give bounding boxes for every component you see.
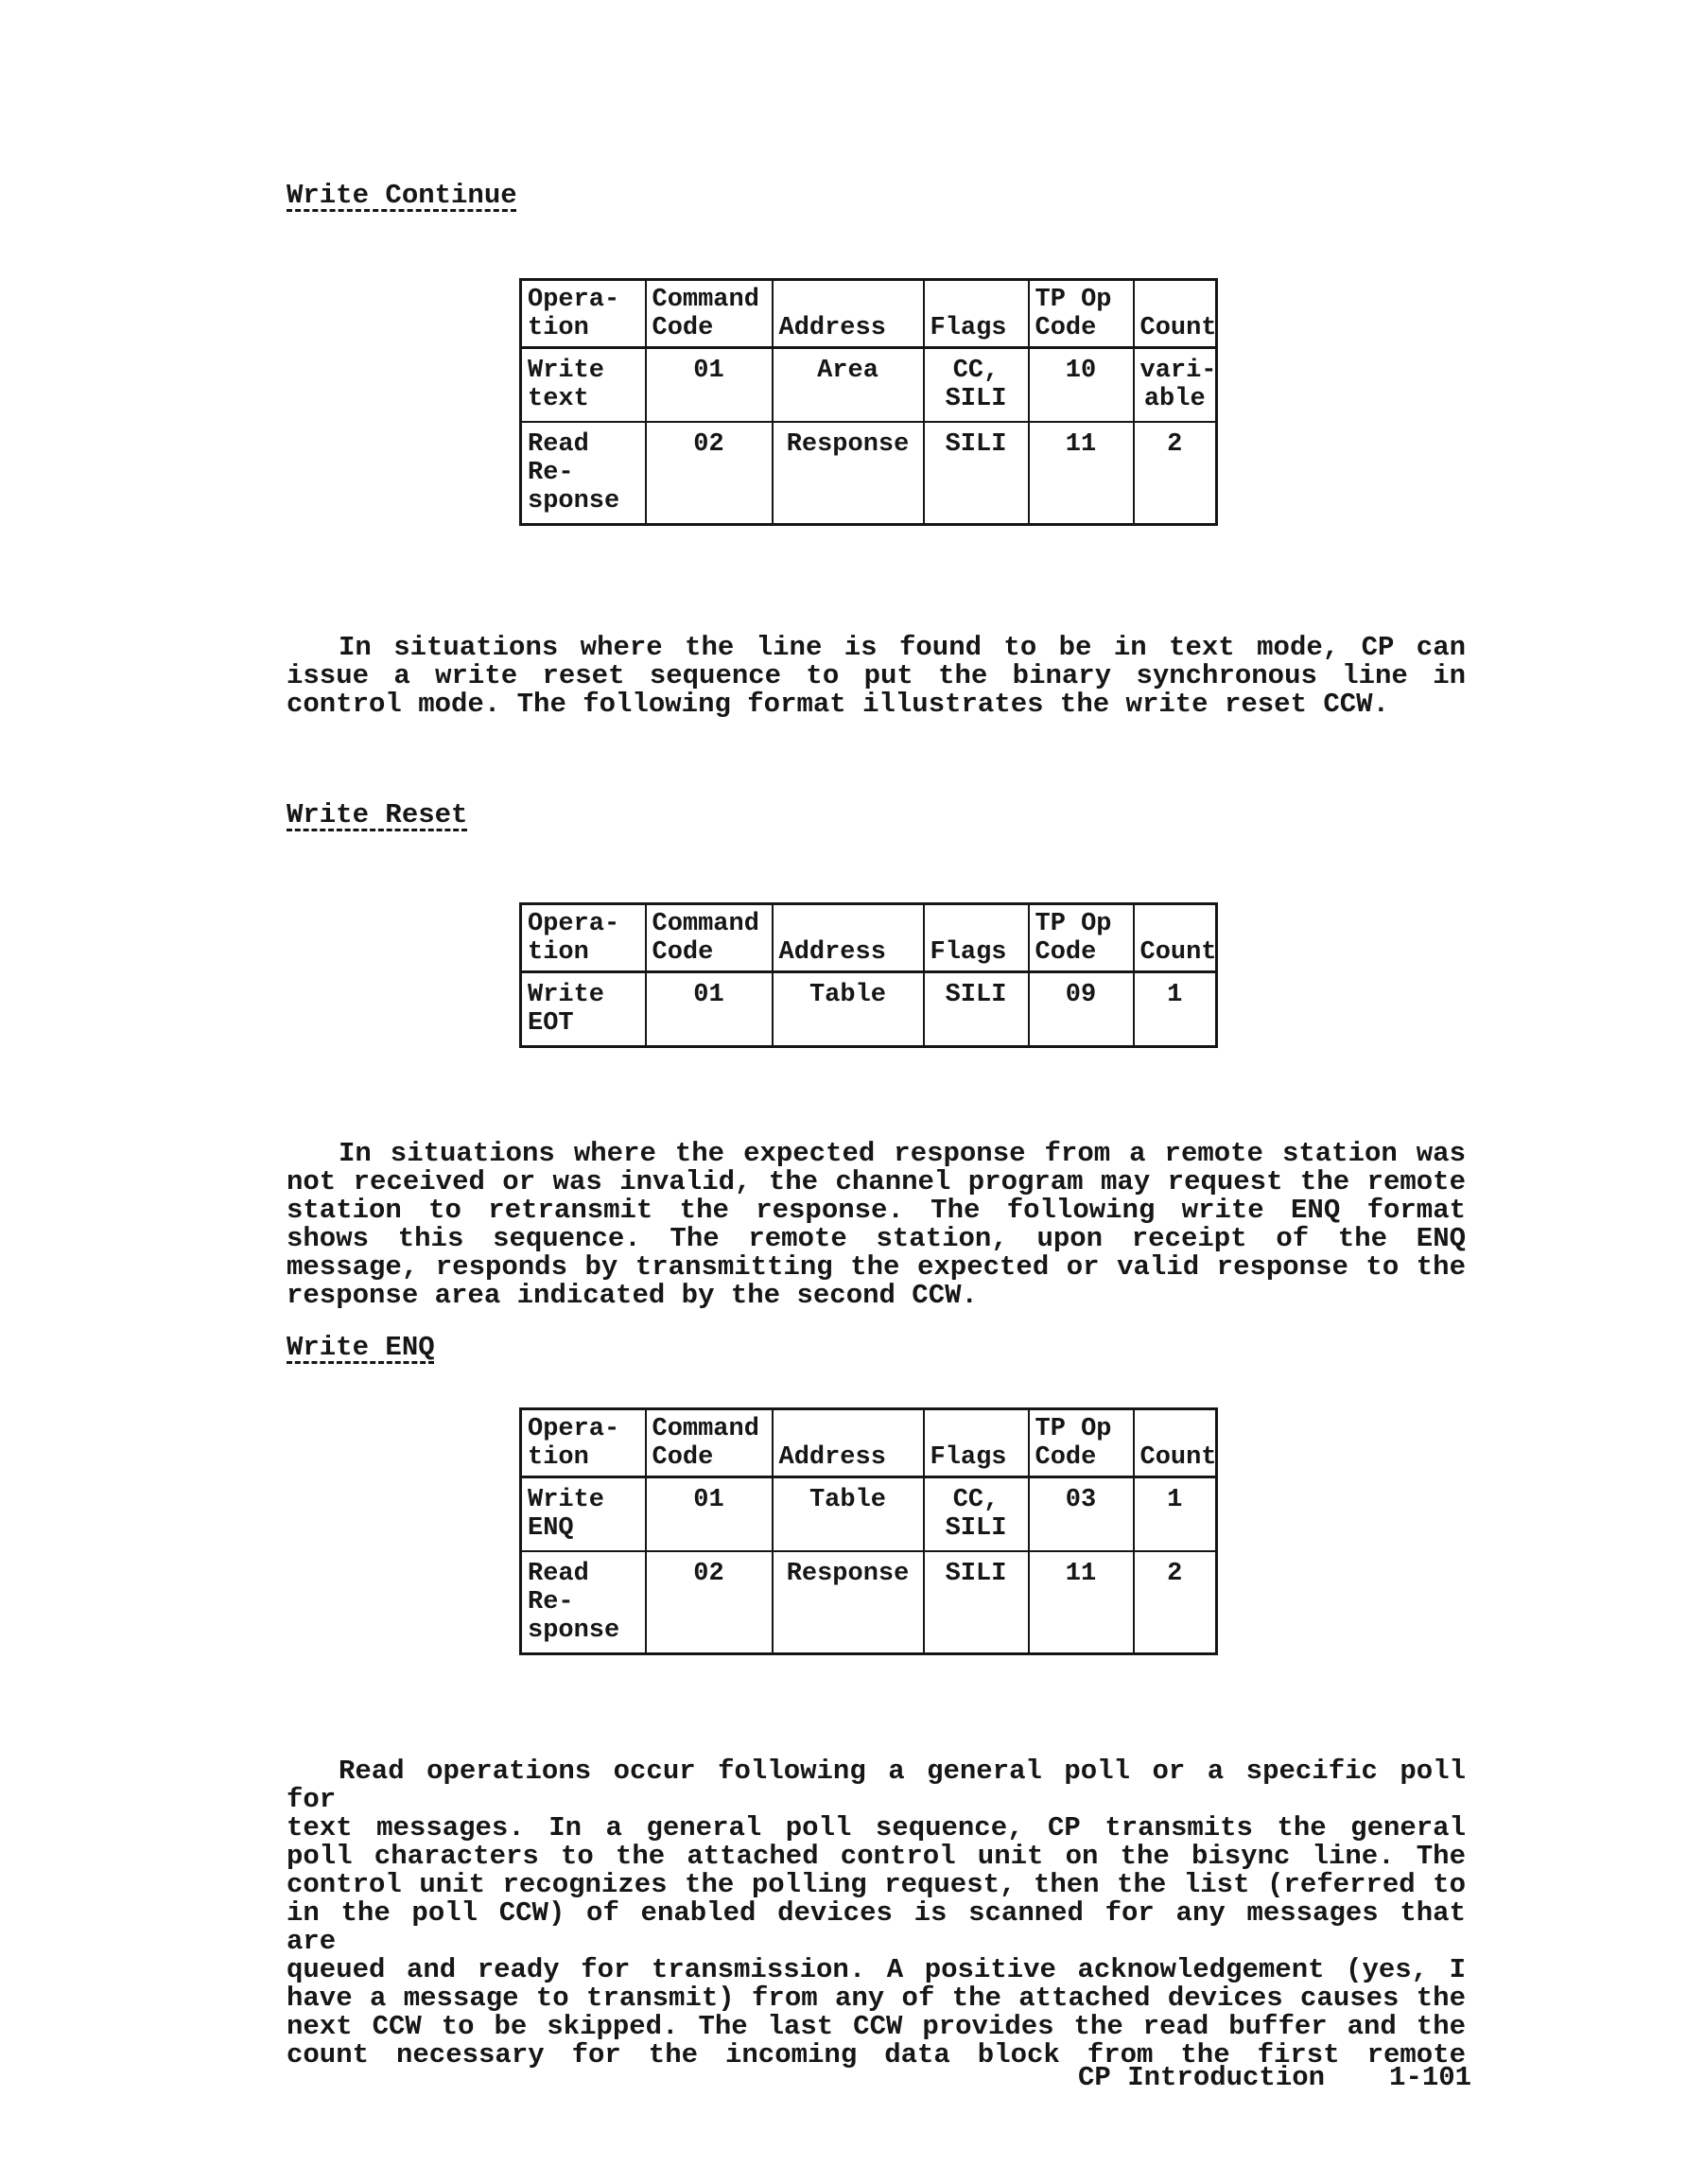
header-operation: Opera- tion xyxy=(521,280,646,348)
header-command-code: Command Code xyxy=(646,280,773,348)
table-row xyxy=(521,348,1217,423)
paragraph-line: In situations where the line is found to be in text mode, CP can xyxy=(339,632,1466,663)
cell-flags: CC, SILI xyxy=(924,348,1029,423)
header-command-code: Command Code xyxy=(646,904,773,972)
table-row xyxy=(521,1551,1217,1654)
header-address: Address xyxy=(773,904,924,972)
cell-command-code: 02 xyxy=(646,1551,773,1654)
cell-flags: SILI xyxy=(924,422,1029,525)
paragraph-write-enq-intro xyxy=(287,1140,1466,1310)
cell-operation: Write EOT xyxy=(521,972,646,1047)
paragraph-read-operations xyxy=(287,1757,1466,2070)
header-tp-op-code: TP Op Code xyxy=(1029,904,1134,972)
header-operation: Opera- tion xyxy=(521,904,646,972)
cell-tp-op-code: 11 xyxy=(1029,1551,1134,1654)
header-count: Count xyxy=(1134,904,1217,972)
cell-command-code: 01 xyxy=(646,1477,773,1552)
paragraph-line: control unit recognizes the polling request, then the list (referred to xyxy=(287,1869,1466,1900)
paragraph-line: In situations where the expected response from a remote station was xyxy=(339,1138,1466,1169)
header-flags: Flags xyxy=(924,904,1029,972)
paragraph-line: poll characters to the attached control unit on the bisync line. The xyxy=(287,1841,1466,1872)
cell-tp-op-code: 10 xyxy=(1029,348,1134,423)
table-row xyxy=(521,1477,1217,1552)
section-heading-write-continue: Write Continue xyxy=(287,180,517,211)
cell-address: Table xyxy=(773,1477,924,1552)
paragraph-line: station to retransmit the response. The following write ENQ format xyxy=(287,1195,1466,1226)
paragraph-line: in the poll CCW) of enabled devices is scanned for any messages that are xyxy=(287,1897,1466,1957)
cell-count: 2 xyxy=(1134,1551,1217,1654)
header-address: Address xyxy=(773,1409,924,1477)
header-address: Address xyxy=(773,280,924,348)
cell-count: 2 xyxy=(1134,422,1217,525)
header-tp-op-code: TP Op Code xyxy=(1029,1409,1134,1477)
paragraph-line: next CCW to be skipped. The last CCW provides the read buffer and the xyxy=(287,2011,1466,2042)
paragraph-line: queued and ready for transmission. A positive acknowledgement (yes, I xyxy=(287,1954,1466,1985)
header-count: Count xyxy=(1134,280,1217,348)
paragraph-line: not received or was invalid, the channel program may request the remote xyxy=(287,1166,1466,1197)
cell-tp-op-code: 09 xyxy=(1029,972,1134,1047)
cell-tp-op-code: 03 xyxy=(1029,1477,1134,1552)
cell-operation: Read Re- sponse xyxy=(521,422,646,525)
page-number: 1-101 xyxy=(1389,2062,1472,2093)
cell-address: Response xyxy=(773,422,924,525)
cell-command-code: 02 xyxy=(646,422,773,525)
paragraph-line: control mode. The following format illustrates the write reset CCW. xyxy=(287,689,1389,720)
ccw-table-write-continue xyxy=(519,278,1218,526)
cell-flags: SILI xyxy=(924,972,1029,1047)
cell-operation: Read Re- sponse xyxy=(521,1551,646,1654)
cell-flags: CC, SILI xyxy=(924,1477,1029,1552)
cell-command-code: 01 xyxy=(646,348,773,423)
cell-count: 1 xyxy=(1134,1477,1217,1552)
header-tp-op-code: TP Op Code xyxy=(1029,280,1134,348)
table-row xyxy=(521,972,1217,1047)
table-row xyxy=(521,422,1217,525)
paragraph-line: count necessary for the incoming data block from the first remote xyxy=(287,2039,1466,2070)
header-operation: Opera- tion xyxy=(521,1409,646,1477)
footer-title: CP Introduction xyxy=(1078,2062,1326,2093)
paragraph-line: have a message to transmit) from any of the attached devices causes the xyxy=(287,1983,1466,2014)
page-footer xyxy=(1078,2062,1471,2093)
cell-operation: Write ENQ xyxy=(521,1477,646,1552)
section-heading-write-enq: Write ENQ xyxy=(287,1332,435,1363)
ccw-table-write-reset xyxy=(519,902,1218,1048)
cell-count: 1 xyxy=(1134,972,1217,1047)
header-flags: Flags xyxy=(924,280,1029,348)
cell-flags: SILI xyxy=(924,1551,1029,1654)
header-flags: Flags xyxy=(924,1409,1029,1477)
cell-tp-op-code: 11 xyxy=(1029,422,1134,525)
paragraph-line: text messages. In a general poll sequence, CP transmits the general xyxy=(287,1812,1466,1843)
cell-address: Table xyxy=(773,972,924,1047)
cell-operation: Write text xyxy=(521,348,646,423)
paragraph-line: response area indicated by the second CCW. xyxy=(287,1280,978,1311)
paragraph-line: shows this sequence. The remote station, upon receipt of the ENQ xyxy=(287,1223,1466,1254)
paragraph-line: Read operations occur following a general poll or a specific poll for xyxy=(287,1756,1466,1815)
cell-address: Area xyxy=(773,348,924,423)
paragraph-write-reset-intro xyxy=(287,634,1466,719)
header-command-code: Command Code xyxy=(646,1409,773,1477)
header-count: Count xyxy=(1134,1409,1217,1477)
cell-address: Response xyxy=(773,1551,924,1654)
section-heading-write-reset: Write Reset xyxy=(287,799,468,830)
ccw-table-write-enq xyxy=(519,1407,1218,1655)
paragraph-line: issue a write reset sequence to put the binary synchronous line in xyxy=(287,660,1466,691)
paragraph-line: message, responds by transmitting the expected or valid response to the xyxy=(287,1251,1466,1283)
cell-count: vari- able xyxy=(1134,348,1217,423)
cell-command-code: 01 xyxy=(646,972,773,1047)
